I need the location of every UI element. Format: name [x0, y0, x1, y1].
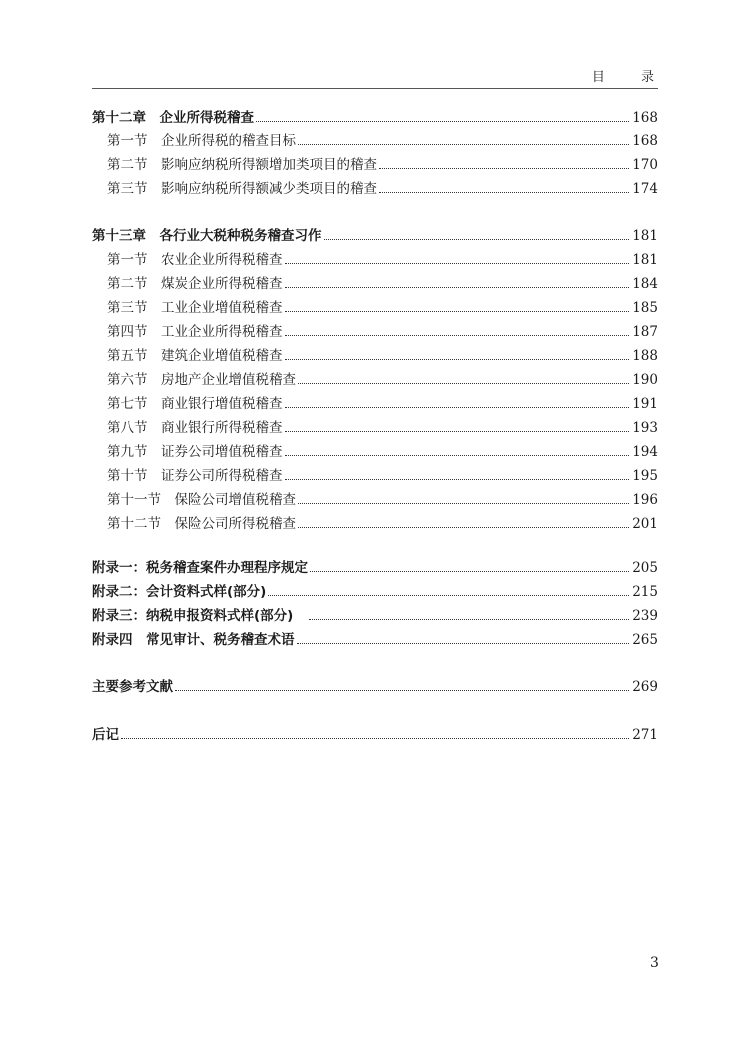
toc-entry[interactable] [92, 368, 658, 390]
dot-leader [379, 168, 629, 169]
toc-entry[interactable] [92, 177, 658, 199]
toc-entry[interactable] [92, 344, 658, 366]
toc-entry-page: 188 [632, 348, 658, 364]
toc-entry[interactable] [92, 248, 658, 270]
dot-leader [256, 121, 629, 122]
dot-leader [298, 503, 629, 504]
toc-entry[interactable] [92, 416, 658, 438]
header-title: 目 录 [591, 70, 670, 85]
dot-leader [298, 144, 629, 145]
toc-entry-page: 185 [632, 300, 658, 316]
toc-entry-title: 第十节 证券公司所得税稽查 [107, 468, 283, 484]
dot-leader [298, 527, 629, 528]
dot-leader [268, 595, 629, 596]
dot-leader [324, 239, 630, 240]
dot-leader [297, 643, 630, 644]
toc-entry-page: 190 [632, 372, 658, 388]
toc-entry-title: 第四节 工业企业所得税稽查 [107, 324, 283, 340]
dot-leader [285, 479, 630, 480]
toc-entry-page: 271 [632, 727, 658, 743]
dot-leader [285, 431, 630, 432]
toc-entry-title: 第二节 影响应纳税所得额增加类项目的稽查 [107, 157, 377, 173]
dot-leader [285, 359, 630, 360]
toc-entry-page: 181 [632, 252, 658, 268]
toc-entry-page: 191 [632, 396, 658, 412]
toc-entry-page: 184 [632, 276, 658, 292]
toc-entry[interactable] [92, 392, 658, 414]
toc-entry-page: 193 [632, 420, 658, 436]
dot-leader [285, 263, 630, 264]
toc-entry-title: 附录三：纳税申报资料式样(部分) [92, 608, 307, 624]
toc-entry[interactable] [92, 628, 658, 650]
toc-entry-title: 第五节 建筑企业增值税稽查 [107, 348, 283, 364]
toc-entry[interactable] [92, 296, 658, 318]
toc-entry-title: 第十三章 各行业大税种税务稽查习作 [92, 228, 322, 244]
toc-entry-page: 194 [632, 444, 658, 460]
toc-entry-page: 187 [632, 324, 658, 340]
toc-entry[interactable] [92, 512, 658, 534]
dot-leader [379, 192, 629, 193]
toc-entry-title: 第十一节 保险公司增值税稽查 [107, 492, 296, 508]
dot-leader [285, 455, 630, 456]
toc-entry[interactable] [92, 488, 658, 510]
toc-entry-title: 第八节 商业银行所得税稽查 [107, 420, 283, 436]
dot-leader [310, 571, 629, 572]
toc-entry-title: 附录四 常见审计、税务稽查术语 [92, 632, 295, 648]
toc-entry-page: 196 [632, 492, 658, 508]
running-header [92, 64, 670, 89]
toc-entry[interactable] [92, 723, 658, 745]
toc-entry[interactable] [92, 129, 658, 151]
toc-entry[interactable] [92, 153, 658, 175]
toc-entry-page: 215 [632, 584, 658, 600]
toc-entry[interactable] [92, 580, 658, 602]
toc-entry-page: 170 [632, 157, 658, 173]
toc-entry-title: 附录二：会计资料式样(部分) [92, 584, 267, 600]
toc-entry[interactable] [92, 604, 658, 626]
toc-entry[interactable] [92, 556, 658, 578]
toc-entry[interactable] [92, 464, 658, 486]
dot-leader [309, 619, 629, 620]
toc-entry[interactable] [92, 272, 658, 294]
toc-entry-title: 第十二节 保险公司所得税稽查 [107, 516, 296, 532]
toc-entry-title: 第九节 证券公司增值税稽查 [107, 444, 283, 460]
toc-entry[interactable] [92, 440, 658, 462]
toc-entry-title: 第七节 商业银行增值税稽查 [107, 396, 283, 412]
dot-leader [285, 407, 630, 408]
toc-entry[interactable] [92, 106, 658, 128]
toc-entry-title: 第一节 企业所得税的稽查目标 [107, 133, 296, 149]
toc-entry-title: 第二节 煤炭企业所得税稽查 [107, 276, 283, 292]
toc-entry[interactable] [92, 320, 658, 342]
toc-entry-page: 181 [632, 228, 658, 244]
toc-entry-title: 主要参考文献 [92, 679, 173, 695]
toc-entry-page: 168 [632, 110, 658, 126]
toc-entry-page: 269 [632, 679, 658, 695]
toc-entry-title: 第十二章 企业所得税稽查 [92, 110, 254, 126]
toc-entry-page: 265 [632, 632, 658, 648]
dot-leader [298, 383, 629, 384]
dot-leader [175, 690, 629, 691]
toc-entry-page: 201 [632, 516, 658, 532]
toc-entry-title: 第三节 影响应纳税所得额减少类项目的稽查 [107, 181, 377, 197]
dot-leader [285, 335, 630, 336]
dot-leader [285, 287, 630, 288]
dot-leader [121, 738, 629, 739]
toc-entry-title: 附录一：税务稽查案件办理程序规定 [92, 560, 308, 576]
toc-entry-page: 239 [632, 608, 658, 624]
toc-entry-title: 后记 [92, 727, 119, 743]
toc-entry-page: 195 [632, 468, 658, 484]
dot-leader [285, 311, 630, 312]
toc-entry-title: 第三节 工业企业增值税稽查 [107, 300, 283, 316]
toc-entry[interactable] [92, 224, 658, 246]
toc-entry-title: 第六节 房地产企业增值税稽查 [107, 372, 296, 388]
toc-entry-page: 168 [632, 133, 658, 149]
page-number: 3 [650, 955, 659, 971]
toc-entry[interactable] [92, 675, 658, 697]
toc-entry-page: 205 [632, 560, 658, 576]
toc-entry-title: 第一节 农业企业所得税稽查 [107, 252, 283, 268]
toc-entry-page: 174 [632, 181, 658, 197]
